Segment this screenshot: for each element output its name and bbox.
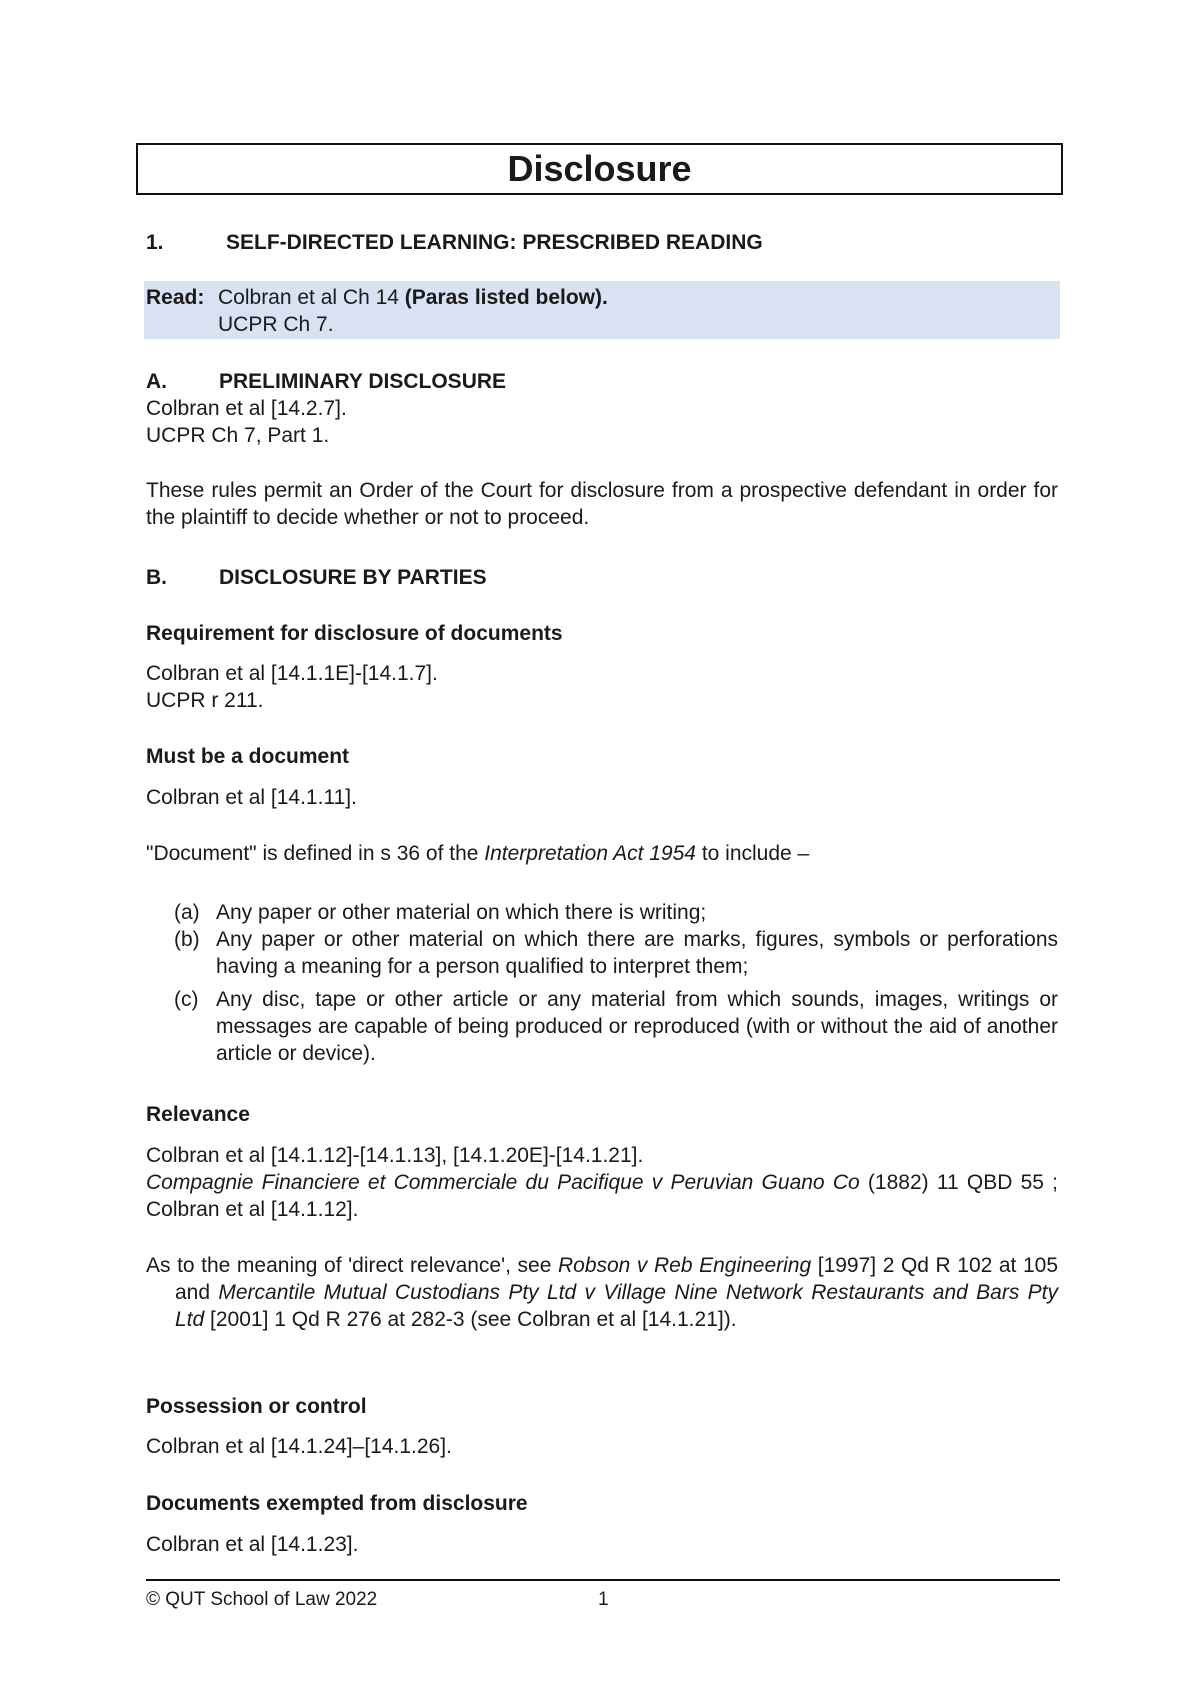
list-item-label: (a) [174,901,200,924]
must-be-document-heading: Must be a document [146,745,350,768]
case-citation-mercantile: [2001] 1 Qd R 276 at 282-3 (see Colbran et al [14.1.21]). [204,1308,737,1331]
list-item-label: (b) [174,928,200,951]
section-b-heading: DISCLOSURE BY PARTIES [219,566,487,589]
list-item-text: Any disc, tape or other article or any material from which sounds, images, writings or messages are capable of being produced or reproduced (with or without the aid of another article or device). [216,988,1058,1065]
case-citation-compagnie: (1882) 11 QBD 55 ; Colbran et al [14.1.12]. [146,1171,1058,1221]
list-item-text: Any paper or other material on which there are marks, figures, symbols or perforations having a meaning for a person qualified to interpret them; [216,928,1058,978]
section-a-paragraph: These rules permit an Order of the Court for disclosure from a prospective defendant in order for the plaintiff to decide whether or not to proceed. [146,479,1058,529]
must-be-document-ref: Colbran et al [14.1.11]. [146,786,357,809]
possession-ref: Colbran et al [14.1.24]–[14.1.26]. [146,1435,452,1458]
list-item-text: Any paper or other material on which there is writing; [216,901,707,924]
requirement-ref-1: Colbran et al [14.1.1E]-[14.1.7]. [146,662,438,685]
section-a-letter: A. [146,370,167,393]
read-label: Read: [146,286,205,309]
definition-text-pre: "Document" is defined in s 36 of the [146,842,485,865]
footer-copyright: © QUT School of Law 2022 [146,1589,378,1610]
section-a-ref-1: Colbran et al [14.2.7]. [146,397,347,420]
requirement-heading: Requirement for disclosure of documents [146,622,563,645]
exempted-ref: Colbran et al [14.1.23]. [146,1533,359,1556]
interpretation-act: Interpretation Act 1954 [484,842,696,865]
read-line-1 [218,284,608,311]
case-citation-robson: [1997] 2 Qd R 102 at 105 and [175,1254,1058,1304]
title-box [136,143,1063,195]
definition-text-post: to include – [695,842,810,865]
case-name-robson: Robson v Reb Engineering [557,1254,812,1277]
read-line-1-bold: (Paras listed below). [404,286,608,309]
document-definition [146,840,1058,867]
footer-rule [146,1579,1060,1581]
direct-relevance-pre: As to the meaning of 'direct relevance', see [146,1254,558,1277]
section-a-ref-2: UCPR Ch 7, Part 1. [146,424,330,447]
relevance-case-1 [146,1169,1058,1223]
read-line-2: UCPR Ch 7. [218,313,334,336]
list-item-label: (c) [174,988,199,1011]
relevance-ref: Colbran et al [14.1.12]-[14.1.13], [14.1.20E]-[14.1.21]. [146,1144,644,1167]
section-1-number: 1. [146,231,164,254]
direct-relevance-paragraph [146,1252,1058,1333]
possession-heading: Possession or control [146,1395,367,1418]
section-1-heading: SELF-DIRECTED LEARNING: PRESCRIBED READING [226,231,763,254]
footer-page-number: 1 [598,1589,609,1610]
read-line-1-text: Colbran et al Ch 14 [218,286,405,309]
case-name-compagnie: Compagnie Financiere et Commerciale du Pacifique v Peruvian Guano Co [146,1171,860,1194]
requirement-ref-2: UCPR r 211. [146,689,264,712]
page-title: Disclosure [507,148,692,189]
section-b-letter: B. [146,566,167,589]
exempted-heading: Documents exempted from disclosure [146,1492,528,1515]
relevance-heading: Relevance [146,1103,250,1126]
section-a-heading: PRELIMINARY DISCLOSURE [219,370,507,393]
case-name-mercantile: Mercantile Mutual Custodians Pty Ltd v Village Nine Network Restaurants and Bars Pty Ltd [175,1281,1058,1331]
